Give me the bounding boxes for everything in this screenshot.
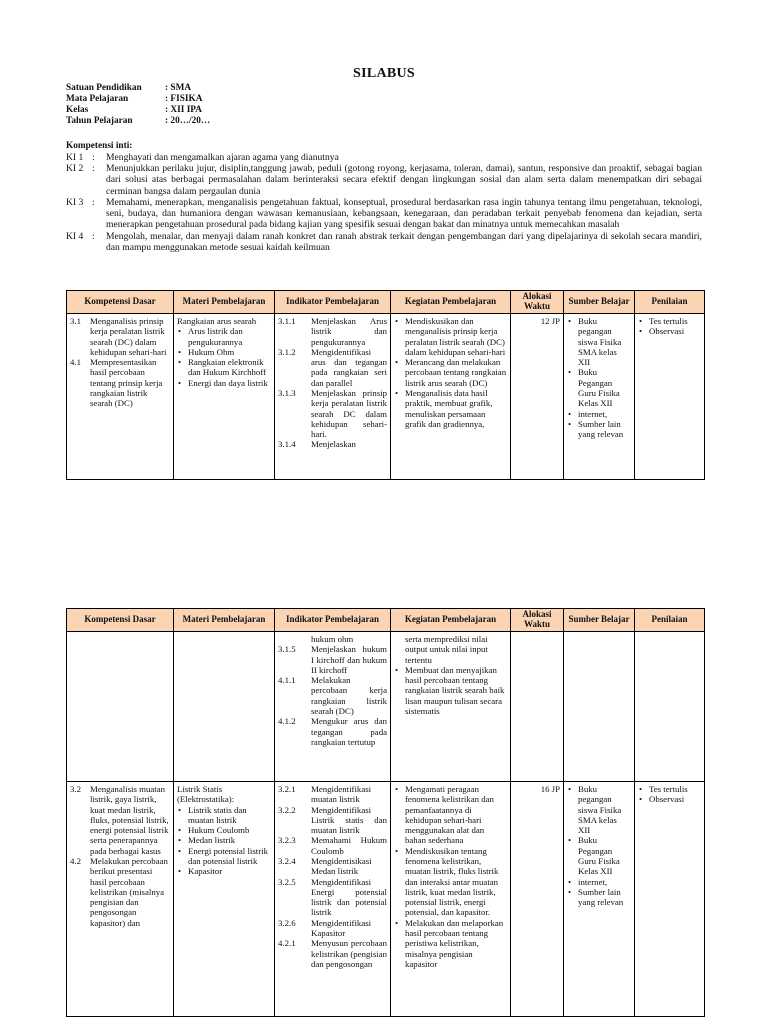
sumber-item: • Buku pegangan siswa Fisika SMA kelas XII [567,784,631,835]
indikator-text: Menjelaskan [311,439,356,450]
kd-cell [67,632,174,782]
indikator-text: hukum ohm [311,634,354,644]
indikator-item [278,644,387,675]
alokasi-value: 12 JP [540,316,560,326]
kd-text: Melakukan percobaan berikut presentasi hasil percobaan kelistrikan (misalnya pengisian dan pengosongan kapasitor) dan [90,855,168,928]
materi-cell [174,632,275,782]
penilaian-item: • Tes tertulis [638,784,701,794]
sumber-item: • Sumber lain yang relevan [567,887,631,908]
meta-label: Kelas [66,105,89,115]
penilaian-cell [635,314,705,480]
materi-intro: Rangkaian arus searah [177,316,257,326]
header-penilaian: Penilaian [635,291,705,314]
indikator-item [278,856,387,877]
indikator-number: 4.2.1 [278,938,296,949]
ki-text: Mengolah, menalar, dan menyaji dalam ranah konkret dan ranah abstrak terkait dengan pengembangan dari yang dipelajarinya di sekolah secara mandiri, dan mampu menggunakan metode sesuai kaidah keilmuan [106,230,702,253]
kegiatan-item: • Membuat dan menyajikan hasil percobaan tentang rangkaian listrik searah baik lisan maupun tulisan secara sistematis [394,665,507,716]
indikator-cell [275,314,391,480]
sumber-item: • Sumber lain yang relevan [567,419,631,440]
kd-cell [67,782,174,1017]
sumber-item: • internet, [567,877,631,887]
kegiatan-cell [391,632,511,782]
header-indikator: Indikator Pembelajaran [275,291,391,314]
indikator-text: Mengidentifikasi muatan listrik [311,784,372,805]
materi-item: • Energi potensial listrik dan potensial listrik [177,846,271,867]
indikator-number [278,634,311,644]
indikator-text: Melakukan percobaan kerja rangkaian listrik searah (DC) [311,675,387,716]
meta-label: Tahun Pelajaran [66,116,133,126]
kd-text: Menganalisis prinsip kerja peralatan listrik searah (DC) dalam kehidupan sehari-hari [90,316,167,357]
indikator-text: Menjelaskan prinsip kerja peralatan listrik searah DC dalam kehidupan sehari-hari. [311,387,387,440]
header-materi: Materi Pembelajaran [174,609,275,632]
indikator-text: Mengukur arus dan tegangan pada rangkaian tertutup [311,716,387,747]
kd-text: Menganalisis muatan listrik, gaya listrik, kuat medan listrik, fluks, potensial listrik, energi potensial listrik serta penerapannya pada berbagai kasus [90,784,169,856]
header-penilaian: Penilaian [635,609,705,632]
materi-item: • Rangkaian elektronik dan Hukum Kirchhoff [177,357,271,378]
kegiatan-item: • Melakukan dan melaporkan hasil percobaan tentang peristiwa kelistrikan, misalnya pengisian kapasitor [394,918,507,969]
kd-number: 3.1 [70,316,81,326]
sumber-item: • Buku Pegangan Guru Fisika Kelas XII [567,835,631,876]
kd-number: 3.2 [70,784,81,794]
indikator-text: Mengidentifikasi arus dan tegangan pada rangkaian seri dan parallel [311,346,387,388]
ki-code: KI 1 [66,152,84,163]
indikator-item [278,439,387,449]
sumber-item: • internet, [567,409,631,419]
header-kegiatan: Kegiatan Pembelajaran [391,609,511,632]
indikator-number: 3.2.1 [278,784,296,794]
indikator-number: 3.2.6 [278,917,296,928]
ki-colon: : [92,230,95,242]
indikator-number: 3.2.5 [278,876,296,887]
kd-number: 4.2 [70,855,81,866]
materi-item: • Listrik statis dan muatan listrik [177,805,271,826]
ki-text: Menghayati dan mengamalkan ajaran agama yang dianutnya [106,152,339,163]
header-sumber: Sumber Belajar [564,291,635,314]
indikator-text: Menjelaskan Arus listrik dan pengukurannya [311,316,387,347]
alokasi-cell [511,314,564,480]
penilaian-item: • Tes tertulis [638,316,701,326]
indikator-item [278,877,387,918]
kd-cell [67,314,174,480]
ki-list [66,152,702,253]
table-header-row [67,609,705,632]
indikator-text: Memahami Hukum Coulomb [311,835,387,856]
alokasi-cell [511,632,564,782]
indikator-item [278,805,387,836]
penilaian-cell [635,632,705,782]
sumber-cell [564,782,635,1017]
header-indikator: Indikator Pembelajaran [275,609,391,632]
sumber-cell [564,314,635,480]
kegiatan-cell [391,782,511,1017]
indikator-number: 3.1.5 [278,644,296,655]
kd-text: Mempresentasikan hasil percobaan tentang prinsip kerja rangkaian listrik searah (DC) [90,357,163,409]
kegiatan-item: • Merancang dan melakukan percobaan tentang rangkaian listrik arus searah (DC) [394,357,507,388]
alokasi-cell [511,782,564,1017]
kegiatan-item: • Mendiskusikan tentang fenomena kelistrikan, muatan listrik, fluks listrik dan interaksi antar muatan listrik, kuat medan listrik, potensial listrik, energi potensial, dan kapasitor. [394,846,507,918]
materi-cell [174,782,275,1017]
indikator-number: 3.2.3 [278,835,296,846]
kd-item [70,316,170,357]
materi-item: • Kapasitor [177,866,271,876]
kd-item [70,357,170,408]
indikator-number: 3.1.4 [278,439,296,450]
ki-item [66,152,702,163]
ki-heading: Kompetensi inti: [66,141,133,151]
table-row [67,632,705,782]
header-kegiatan: Kegiatan Pembelajaran [391,291,511,314]
kegiatan-continuation: serta memprediksi nilai output untuk nilai input tertentu [405,634,488,665]
header-sumber: Sumber Belajar [564,609,635,632]
indikator-text: Mengidentifikasi Energi potensial listrik dan potensial listrik [311,876,387,918]
ki-text: Menunjukkan perilaku jujur, disiplin,tanggung jawab, peduli (gotong royong, kerjasama, toleran, damai), santun, responsive dan proaktif, sebagai bagian dari solusi atas berbagai permasalahan dalam berinteraksi secara efektif dengan lingkungan sosial dan alam serta dalam menempatkan diri sebagai cerminan bangsa dalam pergaulan dunia [106,163,702,197]
header-alokasi: Alokasi Waktu [511,609,564,632]
indikator-number: 3.2.4 [278,855,296,866]
kegiatan-cell [391,314,511,480]
silabus-table-1 [66,290,705,480]
meta-row [66,94,210,105]
indikator-text: Mengidentifikasi Kapasitor [311,917,372,938]
ki-code: KI 2 [66,163,84,175]
kd-item [70,856,170,928]
indikator-item [278,634,387,644]
sumber-item: • Buku Pegangan Guru Fisika Kelas XII [567,367,631,408]
page-title: SILABUS [352,66,416,81]
penilaian-item: • Observasi [638,794,701,804]
kegiatan-item: • Mendiskusikan dan menganalisis prinsip kerja peralatan listrik searah (DC) dalam kehidupan sehari-hari [394,316,507,357]
meta-row [66,116,210,127]
table-row [67,782,705,1017]
indikator-number: 3.1.3 [278,387,296,398]
indikator-item [278,918,387,939]
indikator-item [278,675,387,716]
indikator-item [278,316,387,347]
indikator-item [278,938,387,969]
indikator-number: 3.2.2 [278,804,296,815]
meta-value: : XII IPA [165,105,203,115]
header-alokasi: Alokasi Waktu [511,291,564,314]
meta-value: : 20…/20… [165,116,211,126]
indikator-cell [275,782,391,1017]
silabus-table-2 [66,608,705,1017]
indikator-text: Mengidentifikasi Listrik statis dan muatan listrik [311,804,387,836]
indikator-item [278,347,387,388]
sumber-item: • Buku pegangan siswa Fisika SMA kelas XII [567,316,631,367]
table-header-row [67,291,705,314]
ki-item [66,163,702,197]
indikator-item [278,716,387,747]
indikator-text: Mengidentisikasi Medan listrik [311,855,372,877]
materi-item: • Medan listrik [177,835,271,845]
indikator-item [278,388,387,439]
materi-cell [174,314,275,480]
ki-code: KI 3 [66,196,84,208]
ki-item [66,231,702,253]
indikator-text: Menyusun percobaan kelistrikan (pengisian dan pengosongan [311,938,387,969]
penilaian-cell [635,782,705,1017]
indikator-item [278,784,387,805]
meta-label: Mata Pelajaran [66,94,129,104]
ki-code: KI 4 [66,230,84,242]
materi-intro: Listrik Statis (Elektrostatika): [177,784,235,805]
indikator-number: 3.1.1 [278,316,296,326]
kegiatan-item: • Menganalisis data hasil praktik, membuat grafik, menuliskan persamaan grafik dan gradiennya, [394,388,507,429]
meta-value: : SMA [165,83,192,93]
indikator-cell [275,632,391,782]
kegiatan-item: • Mengamati peragaan fenomena kelistrikan dan pemanfaatannya di kehidupan sehari-hari menggunakan alat dan bahan sederhana [394,784,507,846]
indikator-item [278,835,387,856]
alokasi-value: 16 JP [540,784,560,794]
ki-colon: : [92,196,95,208]
header-materi: Materi Pembelajaran [174,291,275,314]
indikator-number: 3.1.2 [278,346,296,357]
ki-item [66,197,702,231]
materi-item: • Arus listrik dan pengukurannya [177,326,271,347]
kd-item [70,784,170,856]
materi-item: • Energi dan daya listrik [177,378,271,388]
header-kompetensi-dasar: Kompetensi Dasar [67,609,174,632]
meta-row [66,83,210,94]
ki-text: Memahami, menerapkan, menganalisis pengetahuan faktual, konseptual, prosedural berdasarkan rasa ingin tahunya tentang ilmu pengetahuan, teknologi, seni, budaya, dan humaniora dengan wawasan kemanusiaan, kebangsaan, kenegaraan, dan peradaban terkait penyebab fenomena dan kejadian, serta menerapkan pengetahuan prosedural pada bidang kajian yang spesifik sesuai dengan bakat dan minatnya untuk memecahkan masalah [106,196,702,231]
indikator-text: Menjelaskan hukum I kirchoff dan hukum II kirchoff [311,644,387,675]
meta-row [66,105,210,116]
meta-value: : FISIKA [165,94,203,104]
materi-item: • Hukum Ohm [177,347,271,357]
sumber-cell [564,632,635,782]
header-kompetensi-dasar: Kompetensi Dasar [67,291,174,314]
penilaian-item: • Observasi [638,326,701,336]
kd-number: 4.1 [70,357,81,368]
ki-colon: : [92,152,95,163]
indikator-number: 4.1.1 [278,675,296,686]
ki-colon: : [92,163,95,175]
meta-label: Satuan Pendidikan [66,83,142,93]
table-row [67,314,705,480]
indikator-number: 4.1.2 [278,716,296,727]
materi-item: • Hukum Coulomb [177,825,271,835]
document-meta [66,83,210,127]
